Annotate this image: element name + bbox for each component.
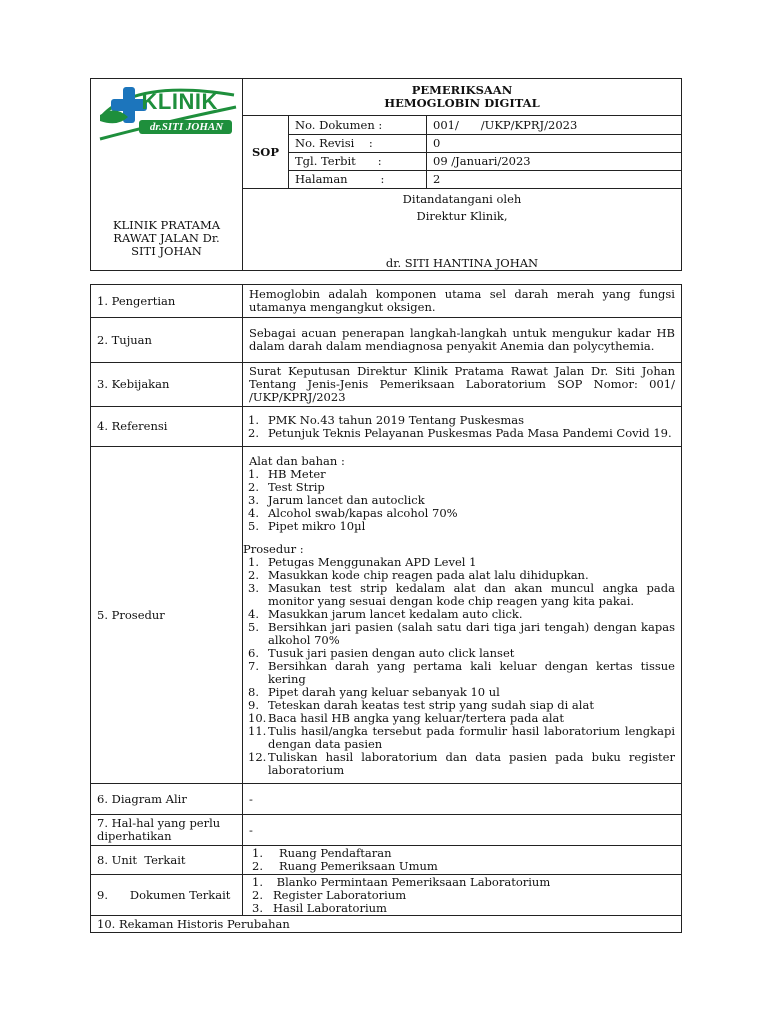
page-label: Halaman : bbox=[289, 171, 427, 189]
unit-list bbox=[243, 847, 681, 873]
row-content-referensi bbox=[243, 407, 682, 447]
row-label-unit: 8. Unit Terkait bbox=[91, 846, 243, 875]
alat-list bbox=[243, 468, 675, 533]
list-item: 2. Ruang Pemeriksaan Umum bbox=[252, 859, 438, 873]
table-row bbox=[91, 363, 682, 407]
row-content-unit bbox=[243, 846, 682, 875]
row-label-rekaman: 10. Rekaman Historis Perubahan bbox=[91, 916, 682, 933]
signed-by-text: Ditandatangani oleh bbox=[402, 192, 522, 206]
list-item: 2. Petunjuk Teknis Pelayanan Puskesmas Pada Masa Pandemi Covid 19. bbox=[248, 425, 672, 440]
doc-number-value: 001/ /UKP/KPRJ/2023 bbox=[427, 116, 682, 135]
table-row bbox=[91, 916, 682, 933]
row-label-referensi: 4. Referensi bbox=[91, 407, 243, 447]
page-value: 2 bbox=[427, 171, 682, 189]
row-content-pengertian: Hemoglobin adalah komponen utama sel darah merah yang fungsi utamanya mengangkut oksigen. bbox=[243, 285, 682, 318]
prosedur-heading: Prosedur : bbox=[243, 542, 304, 556]
dokumen-list bbox=[243, 876, 681, 915]
list-item: 10. Baca hasil HB angka yang keluar/tertera pada alat bbox=[248, 711, 565, 725]
list-item: 5. Bersihkan jari pasien (salah satu dari tiga jari tengah) dengan kapas alkohol 70% bbox=[248, 620, 675, 647]
row-content-hal: - bbox=[243, 815, 682, 846]
sop-label: SOP bbox=[243, 116, 289, 189]
logo-doctor-name: dr.SITI JOHAN bbox=[149, 121, 224, 133]
table-row bbox=[91, 875, 682, 916]
table-row bbox=[91, 318, 682, 363]
table-row bbox=[91, 784, 682, 815]
table-row bbox=[91, 815, 682, 846]
prosedur-list bbox=[243, 556, 675, 777]
clinic-name: KLINIK PRATAMA RAWAT JALAN Dr. SITI JOHAN bbox=[112, 218, 221, 258]
list-item: 2. Test Strip bbox=[248, 480, 325, 494]
list-item: 4. Alcohol swab/kapas alcohol 70% bbox=[248, 506, 458, 520]
issue-date-value: 09 /Januari/2023 bbox=[427, 153, 682, 171]
list-item: 5. Pipet mikro 10µl bbox=[248, 519, 366, 533]
list-item: 3. Hasil Laboratorium bbox=[252, 900, 387, 915]
clinic-logo bbox=[96, 81, 238, 143]
list-item: 8. Pipet darah yang keluar sebanyak 10 ul bbox=[248, 685, 500, 699]
list-item: 9. Teteskan darah keatas test strip yang sudah siap di alat bbox=[248, 698, 594, 712]
signature-cell bbox=[243, 189, 682, 271]
list-item: 1. HB Meter bbox=[248, 467, 326, 481]
list-item: 3. Jarum lancet dan autoclick bbox=[248, 493, 425, 507]
referensi-list bbox=[243, 414, 675, 440]
list-item: 1. Petugas Menggunakan APD Level 1 bbox=[248, 555, 477, 569]
list-item: 12. Tuliskan hasil laboratorium dan data pasien pada buku register laboratorium bbox=[248, 750, 675, 777]
doc-number-label: No. Dokumen : bbox=[289, 116, 427, 135]
list-item: 1. Ruang Pendaftaran bbox=[252, 846, 392, 860]
table-row bbox=[91, 285, 682, 318]
sop-body-table bbox=[90, 284, 682, 933]
list-item: 1. PMK No.43 tahun 2019 Tentang Puskesmas bbox=[248, 412, 525, 427]
row-content-kebijakan: Surat Keputusan Direktur Klinik Pratama Rawat Jalan Dr. Siti Johan Tentang Jenis-Jenis Pemeriksaan Laboratorium SOP Nomor: 001/ /UKP/KPRJ/2023 bbox=[243, 363, 682, 407]
list-item: 7. Bersihkan darah yang pertama kali keluar dengan kertas tissue kering bbox=[248, 659, 675, 686]
signer-title: Direktur Klinik, bbox=[416, 209, 508, 223]
document-title-cell bbox=[243, 79, 682, 116]
list-item: 11. Tulis hasil/angka tersebut pada formulir hasil laboratorium lengkapi dengan data pasien bbox=[248, 724, 675, 751]
list-item: 3. Masukan test strip kedalam alat dan akan muncul angka pada monitor yang sesuai dengan kode chip reagen yang kita pakai. bbox=[248, 581, 675, 608]
row-label-dokumen: 9. Dokumen Terkait bbox=[91, 875, 243, 916]
document-title-line1: PEMERIKSAAN bbox=[411, 83, 513, 97]
revision-value: 0 bbox=[427, 135, 682, 153]
issue-date-label: Tgl. Terbit : bbox=[289, 153, 427, 171]
signer-name: dr. SITI HANTINA JOHAN bbox=[385, 256, 539, 270]
list-item: 6. Tusuk jari pasien dengan auto click lanset bbox=[248, 646, 515, 660]
row-content-dokumen bbox=[243, 875, 682, 916]
row-label-kebijakan: 3. Kebijakan bbox=[91, 363, 243, 407]
table-row bbox=[91, 407, 682, 447]
alat-heading: Alat dan bahan : bbox=[249, 454, 345, 468]
clinic-cell bbox=[91, 79, 243, 271]
list-item: 4. Masukkan jarum lancet kedalam auto click. bbox=[248, 607, 523, 621]
row-content-diagram: - bbox=[243, 784, 682, 815]
row-label-hal: 7. Hal-hal yang perlu diperhatikan bbox=[91, 815, 243, 846]
list-item: 1. Blanko Permintaan Pemeriksaan Laboratorium bbox=[252, 874, 551, 889]
row-label-pengertian: 1. Pengertian bbox=[91, 285, 243, 318]
row-label-tujuan: 2. Tujuan bbox=[91, 318, 243, 363]
table-row bbox=[91, 846, 682, 875]
row-label-prosedur: 5. Prosedur bbox=[91, 447, 243, 784]
table-row bbox=[91, 447, 682, 784]
logo-clinic-name: KLINIK bbox=[141, 89, 218, 114]
header-table bbox=[90, 78, 682, 271]
row-label-diagram: 6. Diagram Alir bbox=[91, 784, 243, 815]
row-content-prosedur bbox=[243, 447, 682, 784]
row-content-tujuan: Sebagai acuan penerapan langkah-langkah untuk mengukur kadar HB dalam darah dalam mendiagnosa penyakit Anemia dan polycythemia. bbox=[243, 318, 682, 363]
list-item: 2. Masukkan kode chip reagen pada alat lalu dihidupkan. bbox=[248, 568, 589, 582]
list-item: 2. Register Laboratorium bbox=[252, 887, 407, 902]
document-title-line2: HEMOGLOBIN DIGITAL bbox=[384, 96, 540, 110]
revision-label: No. Revisi : bbox=[289, 135, 427, 153]
